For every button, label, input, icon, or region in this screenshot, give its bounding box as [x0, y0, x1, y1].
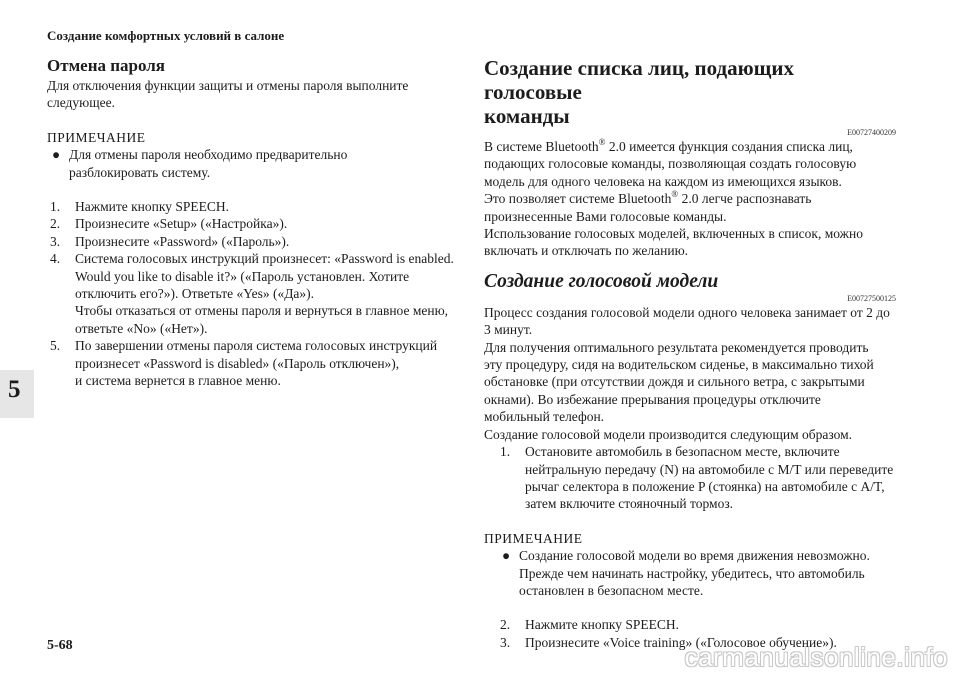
- paragraph-line: подающих голосовые команды, позволяющая создать голосовую: [484, 156, 857, 172]
- step-item: 3. Произнесите «Password» («Пароль»).: [50, 233, 290, 249]
- note-line: Прежде чем начинать настройку, убедитесь, что автомобиль: [519, 565, 865, 581]
- paragraph-line: Создание голосовой модели производится следующим образом.: [484, 426, 853, 442]
- bullet-icon: ●: [52, 147, 61, 163]
- step-item: 5. По завершении отмены пароля система голосовых инструкций произнесет «Password is disabled» («Пароль отключен»), и система вернется в главное меню.: [50, 338, 438, 389]
- paragraph-line: В системе Bluetooth® 2.0 имеется функция создания списка лиц,: [484, 137, 853, 154]
- paragraph-line: 3 минут.: [484, 322, 533, 338]
- chapter-number: 5: [8, 376, 21, 403]
- paragraph-line: обстановке (при отсутствии дождя и сильного ветра, с закрытыми: [484, 374, 865, 390]
- steps-list: [484, 443, 896, 513]
- paragraph-line: окнами). Во избежание прерывания процедуры отключите: [484, 391, 821, 407]
- note-item: [47, 146, 457, 181]
- note-line: Создание голосовой модели во время движения невозможно.: [519, 548, 870, 564]
- section-code: E00727400209: [847, 128, 896, 137]
- step-item: 3. Произнесите «Voice training» («Голосовое обучение»).: [500, 634, 837, 650]
- paragraph-line: Для получения оптимального результата рекомендуется проводить: [484, 339, 869, 355]
- bullet-icon: ●: [502, 548, 511, 564]
- paragraph-line: Использование голосовых моделей, включенных в список, можно: [484, 226, 863, 242]
- section-code: E00727500125: [847, 293, 896, 303]
- section-header: Создание комфортных условий в салоне: [47, 28, 285, 43]
- left-column: [47, 56, 457, 390]
- right-column: [484, 56, 896, 651]
- paragraph-line: включать и отключать по желанию.: [484, 243, 689, 259]
- step-item: 4. Система голосовых инструкций произнесет: «Password is enabled. Would you like to disable it?» («Пароль установлен. Хотите отключить его?»). Ответьте «Yes» («Да»). Чтобы отказаться от отмены пароля и вернуться в главное меню, ответьте «No» («Нет»).: [50, 251, 454, 336]
- watermark: carmanualsonline.info: [684, 642, 948, 672]
- note-label: ПРИМЕЧАНИЕ: [484, 530, 583, 546]
- intro-line: Для отключения функции защиты и отмены пароля выполните: [47, 78, 409, 93]
- note-line: разблокировать систему.: [69, 164, 211, 180]
- paragraph-line: эту процедуру, сидя на водительском сиденье, в максимально тихой: [484, 357, 874, 373]
- section-heading: Создание списка лиц, подающих голосовые: [484, 56, 794, 104]
- step-item: 1. Нажмите кнопку SPEECH.: [50, 199, 229, 215]
- note-line: Для отмены пароля необходимо предварительно: [69, 147, 348, 163]
- step-item: 1. Остановите автомобиль в безопасном месте, включите нейтральную передачу (N) на автомобиле с M/T или переведите рычаг селектора в положение P (стоянка) на автомобиле с A/T, затем включите стояночный тормоз.: [500, 444, 894, 512]
- page-number: 5-68: [47, 638, 73, 653]
- intro-line: следующее.: [47, 95, 116, 111]
- steps-list: [47, 198, 457, 389]
- note-label: ПРИМЕЧАНИЕ: [47, 129, 146, 145]
- step-item: 2. Нажмите кнопку SPEECH.: [500, 617, 679, 633]
- paragraph-line: Процесс создания голосовой модели одного человека занимает от 2 до: [484, 304, 890, 320]
- subheading: Создание голосовой модели: [484, 270, 719, 292]
- note-line: остановлен в безопасном месте.: [519, 582, 704, 598]
- step-item: 2. Произнесите «Setup» («Настройка»).: [50, 216, 288, 232]
- steps-list: [484, 616, 896, 651]
- section-heading: команды: [484, 104, 570, 128]
- note-item: [484, 547, 896, 599]
- paragraph-line: модель для одного человека на каждом из имеющихся языков.: [484, 173, 842, 189]
- paragraph-line: произнесенные Вами голосовые команды.: [484, 208, 727, 224]
- paragraph-line: мобильный телефон.: [484, 409, 605, 425]
- paragraph-line: Это позволяет системе Bluetooth® 2.0 легче распознавать: [484, 189, 812, 207]
- section-heading: Отмена пароля: [47, 56, 166, 75]
